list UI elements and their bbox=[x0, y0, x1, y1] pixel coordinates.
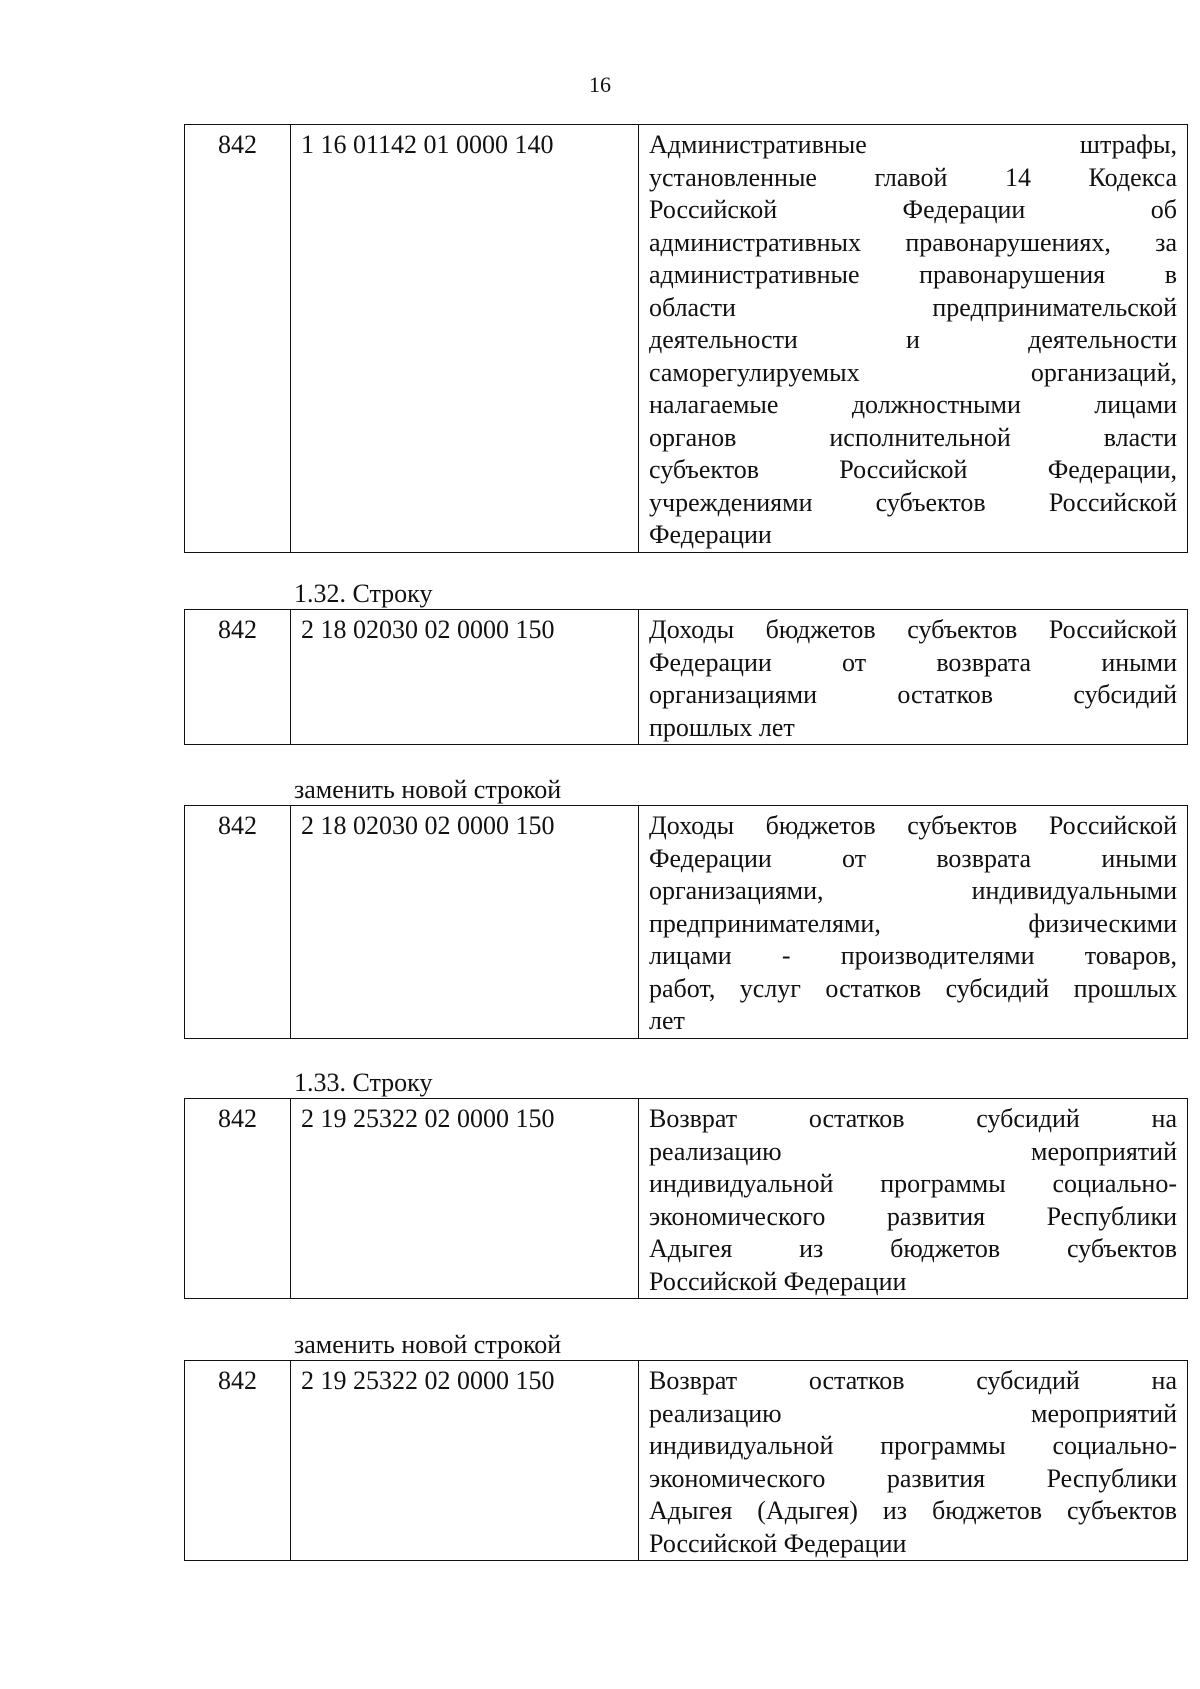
admin-code-cell: 842 bbox=[185, 1361, 291, 1561]
description-line: Федерации от возврата иными bbox=[649, 647, 1177, 677]
description-cell bbox=[639, 1099, 1188, 1299]
description-line: Российской Федерации об bbox=[649, 195, 1177, 224]
description-line: субъектов Российской Федерации, bbox=[649, 455, 1177, 484]
description-cell bbox=[639, 125, 1188, 553]
description-line: лицами - производителями товаров, bbox=[649, 941, 1177, 970]
table-row bbox=[185, 1099, 1188, 1299]
section-caption: заменить новой строкой bbox=[294, 1330, 562, 1359]
table-row bbox=[185, 125, 1188, 553]
section-caption: заменить новой строкой bbox=[294, 775, 562, 804]
section-caption: 1.33. Строку bbox=[294, 1068, 433, 1097]
description-line: Возврат остатков субсидий на bbox=[649, 1104, 1177, 1133]
description-line: Российской Федерации bbox=[649, 1528, 907, 1558]
budget-row-table bbox=[184, 805, 1188, 1039]
budget-row-table bbox=[184, 124, 1188, 553]
admin-code-cell: 842 bbox=[185, 806, 291, 1039]
description-line: Доходы бюджетов субъектов Российской bbox=[649, 811, 1177, 840]
description-line: учреждениями субъектов Российской bbox=[649, 487, 1177, 517]
budget-classification-code-cell: 2 19 25322 02 0000 150 bbox=[291, 1099, 639, 1299]
description-line: организациями остатков субсидий bbox=[649, 680, 1177, 709]
description-line: области предпринимательской bbox=[649, 292, 1177, 322]
admin-code-cell: 842 bbox=[185, 1099, 291, 1299]
description-line: налагаемые должностными лицами bbox=[649, 390, 1177, 419]
description-line: Федерации от возврата иными bbox=[649, 843, 1177, 873]
description-line: реализацию мероприятий bbox=[649, 1398, 1177, 1428]
description-line: работ, услуг остатков субсидий прошлых bbox=[649, 973, 1177, 1003]
description-cell bbox=[639, 610, 1188, 745]
description-line: Доходы бюджетов субъектов Российской bbox=[649, 615, 1177, 644]
description-line: установленные главой 14 Кодекса bbox=[649, 162, 1177, 192]
budget-classification-code-cell: 2 19 25322 02 0000 150 bbox=[291, 1361, 639, 1561]
section-caption: 1.32. Строку bbox=[294, 579, 433, 608]
description-line: индивидуальной программы социально- bbox=[649, 1169, 1177, 1198]
description-line: экономического развития Республики bbox=[649, 1463, 1177, 1493]
table-row bbox=[185, 610, 1188, 745]
description-line: реализацию мероприятий bbox=[649, 1136, 1177, 1166]
admin-code-cell: 842 bbox=[185, 610, 291, 745]
description-line: прошлых лет bbox=[649, 712, 795, 742]
budget-classification-code-cell: 2 18 02030 02 0000 150 bbox=[291, 610, 639, 745]
admin-code-cell: 842 bbox=[185, 125, 291, 553]
description-line: деятельности и деятельности bbox=[649, 325, 1177, 354]
description-line: индивидуальной программы социально- bbox=[649, 1431, 1177, 1460]
description-line: Федерации bbox=[649, 520, 772, 549]
description-line: Адыгея из бюджетов субъектов bbox=[649, 1234, 1177, 1263]
description-cell bbox=[639, 806, 1188, 1039]
description-line: предпринимателями, физическими bbox=[649, 908, 1177, 938]
description-line: Российской Федерации bbox=[649, 1266, 907, 1296]
description-line: организациями, индивидуальными bbox=[649, 876, 1177, 905]
description-line: Административные штрафы, bbox=[649, 130, 1177, 159]
page-number: 16 bbox=[589, 72, 611, 97]
description-line: саморегулируемых организаций, bbox=[649, 357, 1177, 387]
description-line: Адыгея (Адыгея) из бюджетов субъектов bbox=[649, 1496, 1177, 1525]
budget-row-table bbox=[184, 609, 1188, 745]
description-line: административных правонарушениях, за bbox=[649, 227, 1177, 257]
description-line: административные правонарушения в bbox=[649, 260, 1177, 289]
description-cell bbox=[639, 1361, 1188, 1561]
description-line: органов исполнительной власти bbox=[649, 422, 1177, 452]
description-line: Возврат остатков субсидий на bbox=[649, 1366, 1177, 1395]
table-row bbox=[185, 1361, 1188, 1561]
budget-classification-code-cell: 2 18 02030 02 0000 150 bbox=[291, 806, 639, 1039]
table-row bbox=[185, 806, 1188, 1039]
budget-classification-code-cell: 1 16 01142 01 0000 140 bbox=[291, 125, 639, 553]
description-line: лет bbox=[649, 1006, 685, 1035]
description-line: экономического развития Республики bbox=[649, 1201, 1177, 1231]
budget-row-table bbox=[184, 1360, 1188, 1561]
budget-row-table bbox=[184, 1098, 1188, 1299]
